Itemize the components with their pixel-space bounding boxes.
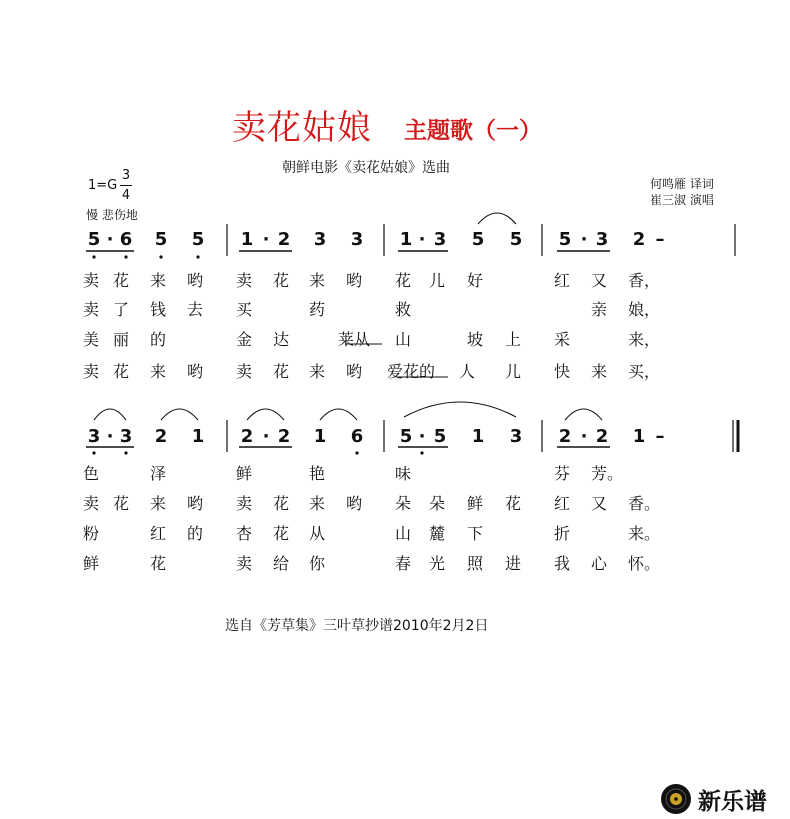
slur: [565, 409, 602, 420]
slur: [404, 402, 516, 417]
lyric-syllable: 人: [459, 362, 476, 381]
jianpu-note: 3: [87, 426, 101, 447]
footer-source: 选自《芳草集》三叶草抄谱2010年2月2日: [225, 618, 489, 634]
jianpu-note: ·: [262, 426, 270, 447]
octave-dot-low: [124, 255, 127, 258]
slur: [247, 409, 284, 420]
logo-text: 新乐谱: [698, 788, 767, 815]
lyric-syllable: 味: [395, 464, 412, 483]
lyric-syllable: 花: [113, 271, 130, 290]
jianpu-note: 3: [350, 229, 364, 250]
lyric-syllable: 山: [395, 524, 412, 543]
lyric-syllable: 金: [236, 330, 253, 349]
lyric-syllable: 鲜: [236, 464, 253, 483]
lyric-syllable: 爱花的: [387, 362, 436, 381]
lyric-syllable: 花: [273, 271, 290, 290]
lyric-syllable: 买，: [628, 362, 661, 381]
jianpu-note: 1: [191, 426, 205, 447]
singer-credit: 崔三淑 演唱: [650, 193, 714, 207]
lyric-syllable: 买: [236, 300, 253, 319]
octave-dot-low: [159, 255, 162, 258]
lyric-syllable: 救: [395, 300, 412, 319]
jianpu-note: 5: [154, 229, 168, 250]
lyric-syllable: 美: [83, 330, 100, 349]
lyric-syllable: 来: [150, 494, 167, 513]
lyric-syllable: 丽: [113, 330, 130, 349]
jianpu-note: 2: [240, 426, 254, 447]
lyric-syllable: 红: [554, 271, 571, 290]
jianpu-note: ·: [262, 229, 270, 250]
slur: [320, 409, 357, 420]
lyric-syllable: 香，: [628, 271, 661, 290]
lyric-syllable: 又: [591, 271, 608, 290]
jianpu-note: –: [655, 229, 665, 250]
lyric-syllable: 下: [467, 524, 484, 543]
jianpu-note: 5: [191, 229, 205, 250]
jianpu-note: 2: [154, 426, 168, 447]
time-sig-bottom: 4: [121, 188, 131, 203]
lyric-syllable: 哟: [187, 271, 204, 290]
octave-dot-low: [124, 451, 127, 454]
jianpu-note: ·: [106, 426, 114, 447]
jianpu-note: 2: [558, 426, 572, 447]
slur: [161, 409, 198, 420]
lyric-syllable: 麓: [429, 524, 446, 543]
lyric-syllable: 心: [591, 554, 608, 573]
time-sig-top: 3: [121, 168, 131, 183]
lyric-syllable: 来: [309, 271, 326, 290]
jianpu-note: 3: [595, 229, 609, 250]
lyric-syllable: 红: [554, 494, 571, 513]
lyric-syllable: 哟: [187, 494, 204, 513]
lyric-syllable: 山: [395, 330, 412, 349]
lyric-syllable: 来。: [628, 524, 661, 543]
lyric-syllable: 上: [505, 330, 522, 349]
song-subtitle-suffix: 主题歌（一）: [404, 117, 542, 144]
lyric-syllable: 来: [150, 362, 167, 381]
jianpu-note: ·: [418, 229, 426, 250]
jianpu-note: ·: [106, 229, 114, 250]
lyric-syllable: 我: [554, 554, 571, 573]
jianpu-note: 2: [595, 426, 609, 447]
lyric-syllable: 杏: [236, 524, 253, 543]
lyric-syllable: 卖: [83, 362, 100, 381]
lyric-syllable: 红: [150, 524, 167, 543]
jianpu-note: 3: [509, 426, 523, 447]
vinyl-record-icon: [660, 783, 692, 815]
jianpu-note: 3: [119, 426, 133, 447]
jianpu-note: 2: [277, 229, 291, 250]
lyric-syllable: 花: [395, 271, 412, 290]
lyric-syllable: 给: [273, 554, 290, 573]
lyric-syllable: 来: [150, 271, 167, 290]
lyric-syllable: 鲜: [83, 554, 100, 573]
tempo-marking: 慢 悲伤地: [86, 208, 138, 222]
lyric-syllable: 采: [554, 330, 571, 349]
lyric-syllable: 哟: [187, 362, 204, 381]
octave-dot-low: [92, 255, 95, 258]
lyric-syllable: 花: [150, 554, 167, 573]
lyric-syllable: 了: [113, 300, 130, 319]
lyricist-credit: 何鸣雁 译词: [650, 177, 714, 191]
lyric-syllable: 怀。: [628, 554, 661, 573]
jianpu-note: 1: [471, 426, 485, 447]
lyric-syllable: 艳: [309, 464, 326, 483]
lyric-syllable: 泽: [150, 464, 167, 483]
lyric-syllable: 莱从: [338, 330, 371, 349]
lyric-syllable: 卖: [83, 271, 100, 290]
octave-dot-low: [92, 451, 95, 454]
jianpu-note: 3: [313, 229, 327, 250]
lyric-syllable: 折: [554, 524, 571, 543]
lyric-syllable: 快: [554, 362, 571, 381]
lyric-syllable: 香。: [628, 494, 661, 513]
lyric-syllable: 芬: [554, 464, 571, 483]
lyric-syllable: 来: [309, 494, 326, 513]
source-film: 朝鲜电影《卖花姑娘》选曲: [282, 160, 450, 176]
octave-dot-low: [196, 255, 199, 258]
lyric-syllable: 花: [113, 494, 130, 513]
key-signature: 1=G: [88, 178, 118, 193]
lyric-syllable: 朵: [429, 494, 446, 513]
jianpu-note: 2: [277, 426, 291, 447]
lyric-syllable: 粉: [83, 524, 100, 543]
lyric-syllable: 光: [429, 554, 446, 573]
lyric-syllable: 的: [187, 524, 204, 543]
jianpu-note: 3: [433, 229, 447, 250]
lyric-syllable: 卖: [83, 300, 100, 319]
lyric-syllable: 哟: [346, 362, 363, 381]
lyric-syllable: 卖: [236, 494, 253, 513]
lyric-syllable: 的: [150, 330, 167, 349]
jianpu-note: 5: [471, 229, 485, 250]
jianpu-note: ·: [418, 426, 426, 447]
jianpu-note: 1: [240, 229, 254, 250]
lyric-syllable: 来: [309, 362, 326, 381]
jianpu-note: 1: [313, 426, 327, 447]
jianpu-note: 5: [558, 229, 572, 250]
lyric-syllable: 鲜: [467, 494, 484, 513]
lyric-syllable: 药: [309, 300, 326, 319]
lyric-syllable: 来: [591, 362, 608, 381]
lyric-syllable: 你: [309, 554, 326, 573]
lyric-syllable: 花: [273, 524, 290, 543]
lyric-syllable: 坡: [467, 330, 484, 349]
lyric-syllable: 卖: [236, 554, 253, 573]
octave-dot-low: [355, 451, 358, 454]
lyric-syllable: 哟: [346, 271, 363, 290]
jianpu-note: 1: [632, 426, 646, 447]
lyric-syllable: 花: [273, 362, 290, 381]
lyric-syllable: 儿: [505, 362, 522, 381]
site-logo: [660, 782, 767, 816]
jianpu-note: 2: [632, 229, 646, 250]
lyric-syllable: 去: [187, 300, 204, 319]
lyric-syllable: 照: [467, 554, 484, 573]
lyric-syllable: 哟: [346, 494, 363, 513]
lyric-syllable: 花: [505, 494, 522, 513]
song-title: 卖花姑娘: [232, 108, 372, 148]
lyric-syllable: 又: [591, 494, 608, 513]
octave-dot-low: [420, 451, 423, 454]
lyric-syllable: 钱: [150, 300, 167, 319]
jianpu-note: 5: [399, 426, 413, 447]
jianpu-note: 6: [119, 229, 133, 250]
lyric-syllable: 亲: [591, 300, 608, 319]
lyric-syllable: 花: [273, 494, 290, 513]
slur: [478, 213, 516, 224]
lyric-syllable: 花: [113, 362, 130, 381]
lyric-syllable: 来，: [628, 330, 661, 349]
jianpu-note: 5: [433, 426, 447, 447]
lyric-syllable: 色: [83, 464, 100, 483]
jianpu-note: 5: [509, 229, 523, 250]
lyric-syllable: 卖: [83, 494, 100, 513]
lyric-syllable: 卖: [236, 362, 253, 381]
lyric-syllable: 从: [309, 524, 326, 543]
jianpu-note: ·: [580, 426, 588, 447]
lyric-syllable: 卖: [236, 271, 253, 290]
lyric-syllable: 进: [505, 554, 522, 573]
lyric-syllable: 达: [273, 330, 290, 349]
lyric-syllable: 朵: [395, 494, 412, 513]
jianpu-note: 5: [87, 229, 101, 250]
jianpu-note: ·: [580, 229, 588, 250]
jianpu-note: 1: [399, 229, 413, 250]
slur: [94, 409, 126, 420]
jianpu-note: 6: [350, 426, 364, 447]
lyric-syllable: 芳。: [591, 464, 624, 483]
jianpu-note: –: [655, 426, 665, 447]
lyric-syllable: 春: [395, 554, 412, 573]
lyric-syllable: 好: [467, 271, 484, 290]
lyric-syllable: 娘，: [628, 300, 661, 319]
lyric-syllable: 儿: [429, 271, 446, 290]
